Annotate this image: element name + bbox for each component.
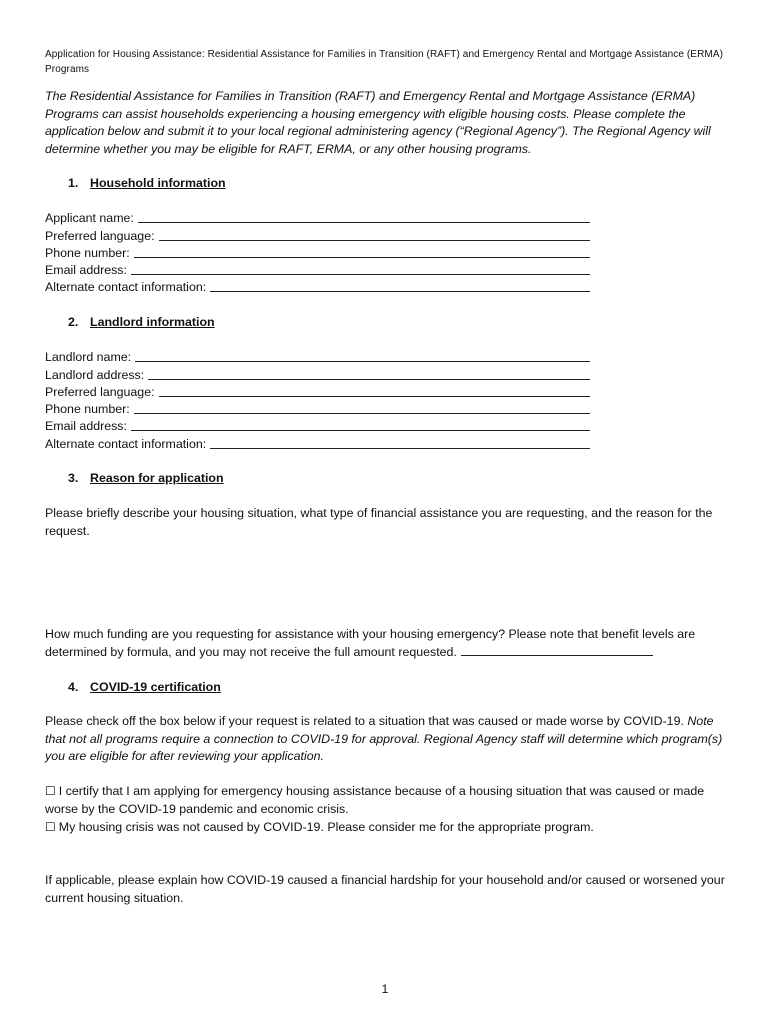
landlord-phone-label: Phone number:: [45, 402, 130, 417]
checkbox-icon[interactable]: ☐: [45, 784, 56, 798]
section-title: COVID-19 certification: [90, 680, 221, 694]
covid-option-1-text: I certify that I am applying for emergency housing assistance because of a housing situation that was caused or made worse by the COVID-19 pandemic and economic crisis.: [45, 784, 705, 816]
household-phone-field[interactable]: [45, 243, 590, 260]
landlord-name-label: Landlord name:: [45, 350, 132, 365]
covid-note-text: Note that not all programs require a connection to COVID-19 for approval. Regional Agency staff will determine which program(s) you are eligible for after reviewing your application.: [45, 714, 723, 763]
landlord-alternate-field[interactable]: [45, 433, 590, 450]
household-fields: [45, 208, 590, 294]
section-title: Landlord information: [90, 315, 215, 329]
covid-instructions: [45, 713, 725, 766]
landlord-alternate-line[interactable]: [210, 436, 590, 449]
landlord-address-field[interactable]: [45, 364, 590, 381]
household-language-label: Preferred language:: [45, 228, 155, 243]
section-reason-heading: [68, 471, 224, 485]
applicant-name-line[interactable]: [138, 210, 590, 223]
household-phone-label: Phone number:: [45, 245, 130, 260]
landlord-email-label: Email address:: [45, 419, 127, 434]
page-number: 1: [381, 982, 389, 996]
section-landlord-heading: [68, 315, 215, 329]
landlord-language-label: Preferred language:: [45, 384, 155, 399]
covid-option-2-text: My housing crisis was not caused by COVID-19. Please consider me for the appropriate program.: [58, 820, 594, 834]
covid-explain-text: If applicable, please explain how COVID-19 caused a financial hardship for your household and/or caused or worsened your current housing situation.: [45, 873, 725, 905]
section-number: 3.: [68, 471, 79, 485]
household-email-line[interactable]: [131, 262, 590, 275]
covid-instruction-text: Please check off the box below if your request is related to a situation that was caused or made worse by COVID-19.: [45, 714, 684, 728]
checkbox-icon[interactable]: ☐: [45, 820, 56, 834]
household-email-field[interactable]: [45, 260, 590, 277]
household-phone-line[interactable]: [134, 245, 590, 258]
applicant-name-label: Applicant name:: [45, 211, 134, 226]
landlord-name-field[interactable]: [45, 347, 590, 364]
landlord-email-line[interactable]: [131, 418, 590, 431]
intro-paragraph: The Residential Assistance for Families in Transition (RAFT) and Emergency Rental and Mortgage Assistance (ERMA) Programs can assist households experiencing a housing emergency with eligible housing costs. Please complete the application below and submit it to your local regional administering agency (“Regional Agency”). The Regional Agency will determine whether you may be eligible for RAFT, ERMA, or any other housing programs.: [45, 89, 711, 156]
covid-option-1: [45, 783, 725, 818]
household-language-line[interactable]: [159, 228, 590, 241]
household-alternate-line[interactable]: [210, 279, 590, 292]
covid-option-2: [45, 819, 725, 837]
landlord-address-label: Landlord address:: [45, 367, 145, 382]
landlord-language-field[interactable]: [45, 382, 590, 399]
section-number: 4.: [68, 680, 79, 694]
household-language-field[interactable]: [45, 225, 590, 242]
section-covid-heading: [68, 680, 221, 694]
reason-describe-text: Please briefly describe your housing situation, what type of financial assistance you are requesting, and the reason for the request.: [45, 506, 713, 538]
section-number: 2.: [68, 315, 79, 329]
landlord-address-line[interactable]: [148, 367, 590, 380]
landlord-fields: [45, 347, 590, 451]
landlord-phone-field[interactable]: [45, 399, 590, 416]
section-title: Reason for application: [90, 471, 224, 485]
funding-question: [45, 626, 725, 661]
landlord-language-line[interactable]: [159, 384, 590, 397]
household-email-label: Email address:: [45, 263, 127, 278]
landlord-name-line[interactable]: [135, 349, 590, 362]
landlord-email-field[interactable]: [45, 416, 590, 433]
landlord-phone-line[interactable]: [134, 401, 590, 414]
household-alternate-label: Alternate contact information:: [45, 280, 207, 295]
landlord-alternate-label: Alternate contact information:: [45, 436, 207, 451]
applicant-name-field[interactable]: [45, 208, 590, 225]
document-header: Application for Housing Assistance: Residential Assistance for Families in Transition (RAFT) and Emergency Rental and Mortgage Assistance (ERMA) Programs: [45, 49, 724, 75]
funding-question-text: How much funding are you requesting for assistance with your housing emergency? Please note that benefit levels are determined by formula, and you may not receive the full amount requested.: [45, 627, 696, 659]
section-household-heading: [68, 176, 226, 190]
section-number: 1.: [68, 176, 79, 190]
section-title: Household information: [90, 176, 226, 190]
funding-amount-line[interactable]: [461, 644, 653, 656]
household-alternate-field[interactable]: [45, 277, 590, 294]
